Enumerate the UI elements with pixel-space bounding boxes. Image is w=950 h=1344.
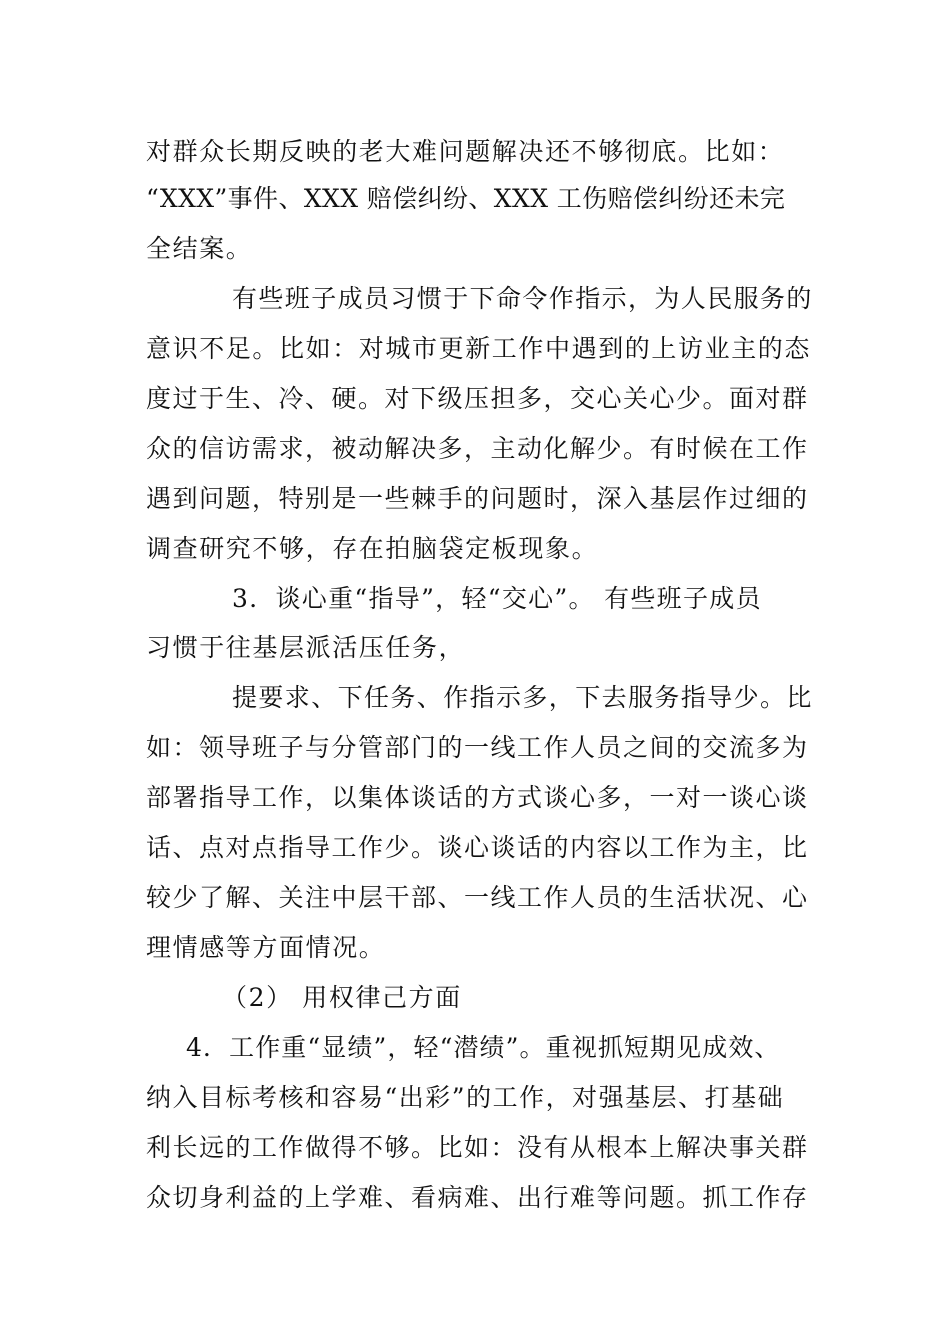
paragraph-line: 有些班子成员习惯于下命令作指示，为人民服务的	[232, 284, 813, 313]
paragraph-line: 众切身利益的上学难、看病难、出行难等问题。抓工作存	[146, 1183, 809, 1212]
subsection-heading: （2） 用权律己方面	[222, 983, 462, 1012]
paragraph-line: 习惯于往基层派活压任务，	[146, 633, 466, 662]
section-heading-4: 4．工作重“显绩”，轻“潜绩”。重视抓短期见成效、	[186, 1033, 781, 1062]
paragraph-line: 对群众长期反映的老大难问题解决还不够彻底。比如：	[146, 137, 785, 166]
paragraph-line: 众的信访需求，被动解决多，主动化解少。有时候在工作	[146, 434, 809, 463]
paragraph-line: 如：领导班子与分管部门的一线工作人员之间的交流多为	[146, 733, 809, 762]
paragraph-line: 较少了解、关注中层干部、一线工作人员的生活状况、心	[146, 883, 809, 912]
section-heading-3: 3．谈心重“指导”，轻“交心”。 有些班子成员	[232, 584, 762, 613]
paragraph-line: 全结案。	[146, 234, 253, 263]
paragraph-line: 部署指导工作，以集体谈话的方式谈心多，一对一谈心谈	[146, 783, 809, 812]
paragraph-line: 话、点对点指导工作少。谈心谈话的内容以工作为主，比	[146, 833, 809, 862]
paragraph-line: 利长远的工作做得不够。比如：没有从根本上解决事关群	[146, 1133, 809, 1162]
paragraph-line: 理情感等方面情况。	[146, 933, 386, 962]
paragraph-line: 纳入目标考核和容易“出彩”的工作，对强基层、打基础	[146, 1083, 785, 1112]
paragraph-line: 意识不足。比如：对城市更新工作中遇到的上访业主的态	[146, 334, 812, 363]
paragraph-line: 遇到问题，特别是一些棘手的问题时，深入基层作过细的	[146, 484, 809, 513]
paragraph-line: 提要求、下任务、作指示多，下去服务指导少。比	[232, 683, 813, 712]
paragraph-line: 调查研究不够，存在拍脑袋定板现象。	[146, 534, 599, 563]
paragraph-line: “XXX”事件、XXX 赔偿纠纷、XXX 工伤赔偿纠纷还未完	[146, 184, 786, 213]
paragraph-line: 度过于生、冷、硬。对下级压担多，交心关心少。面对群	[146, 384, 809, 413]
